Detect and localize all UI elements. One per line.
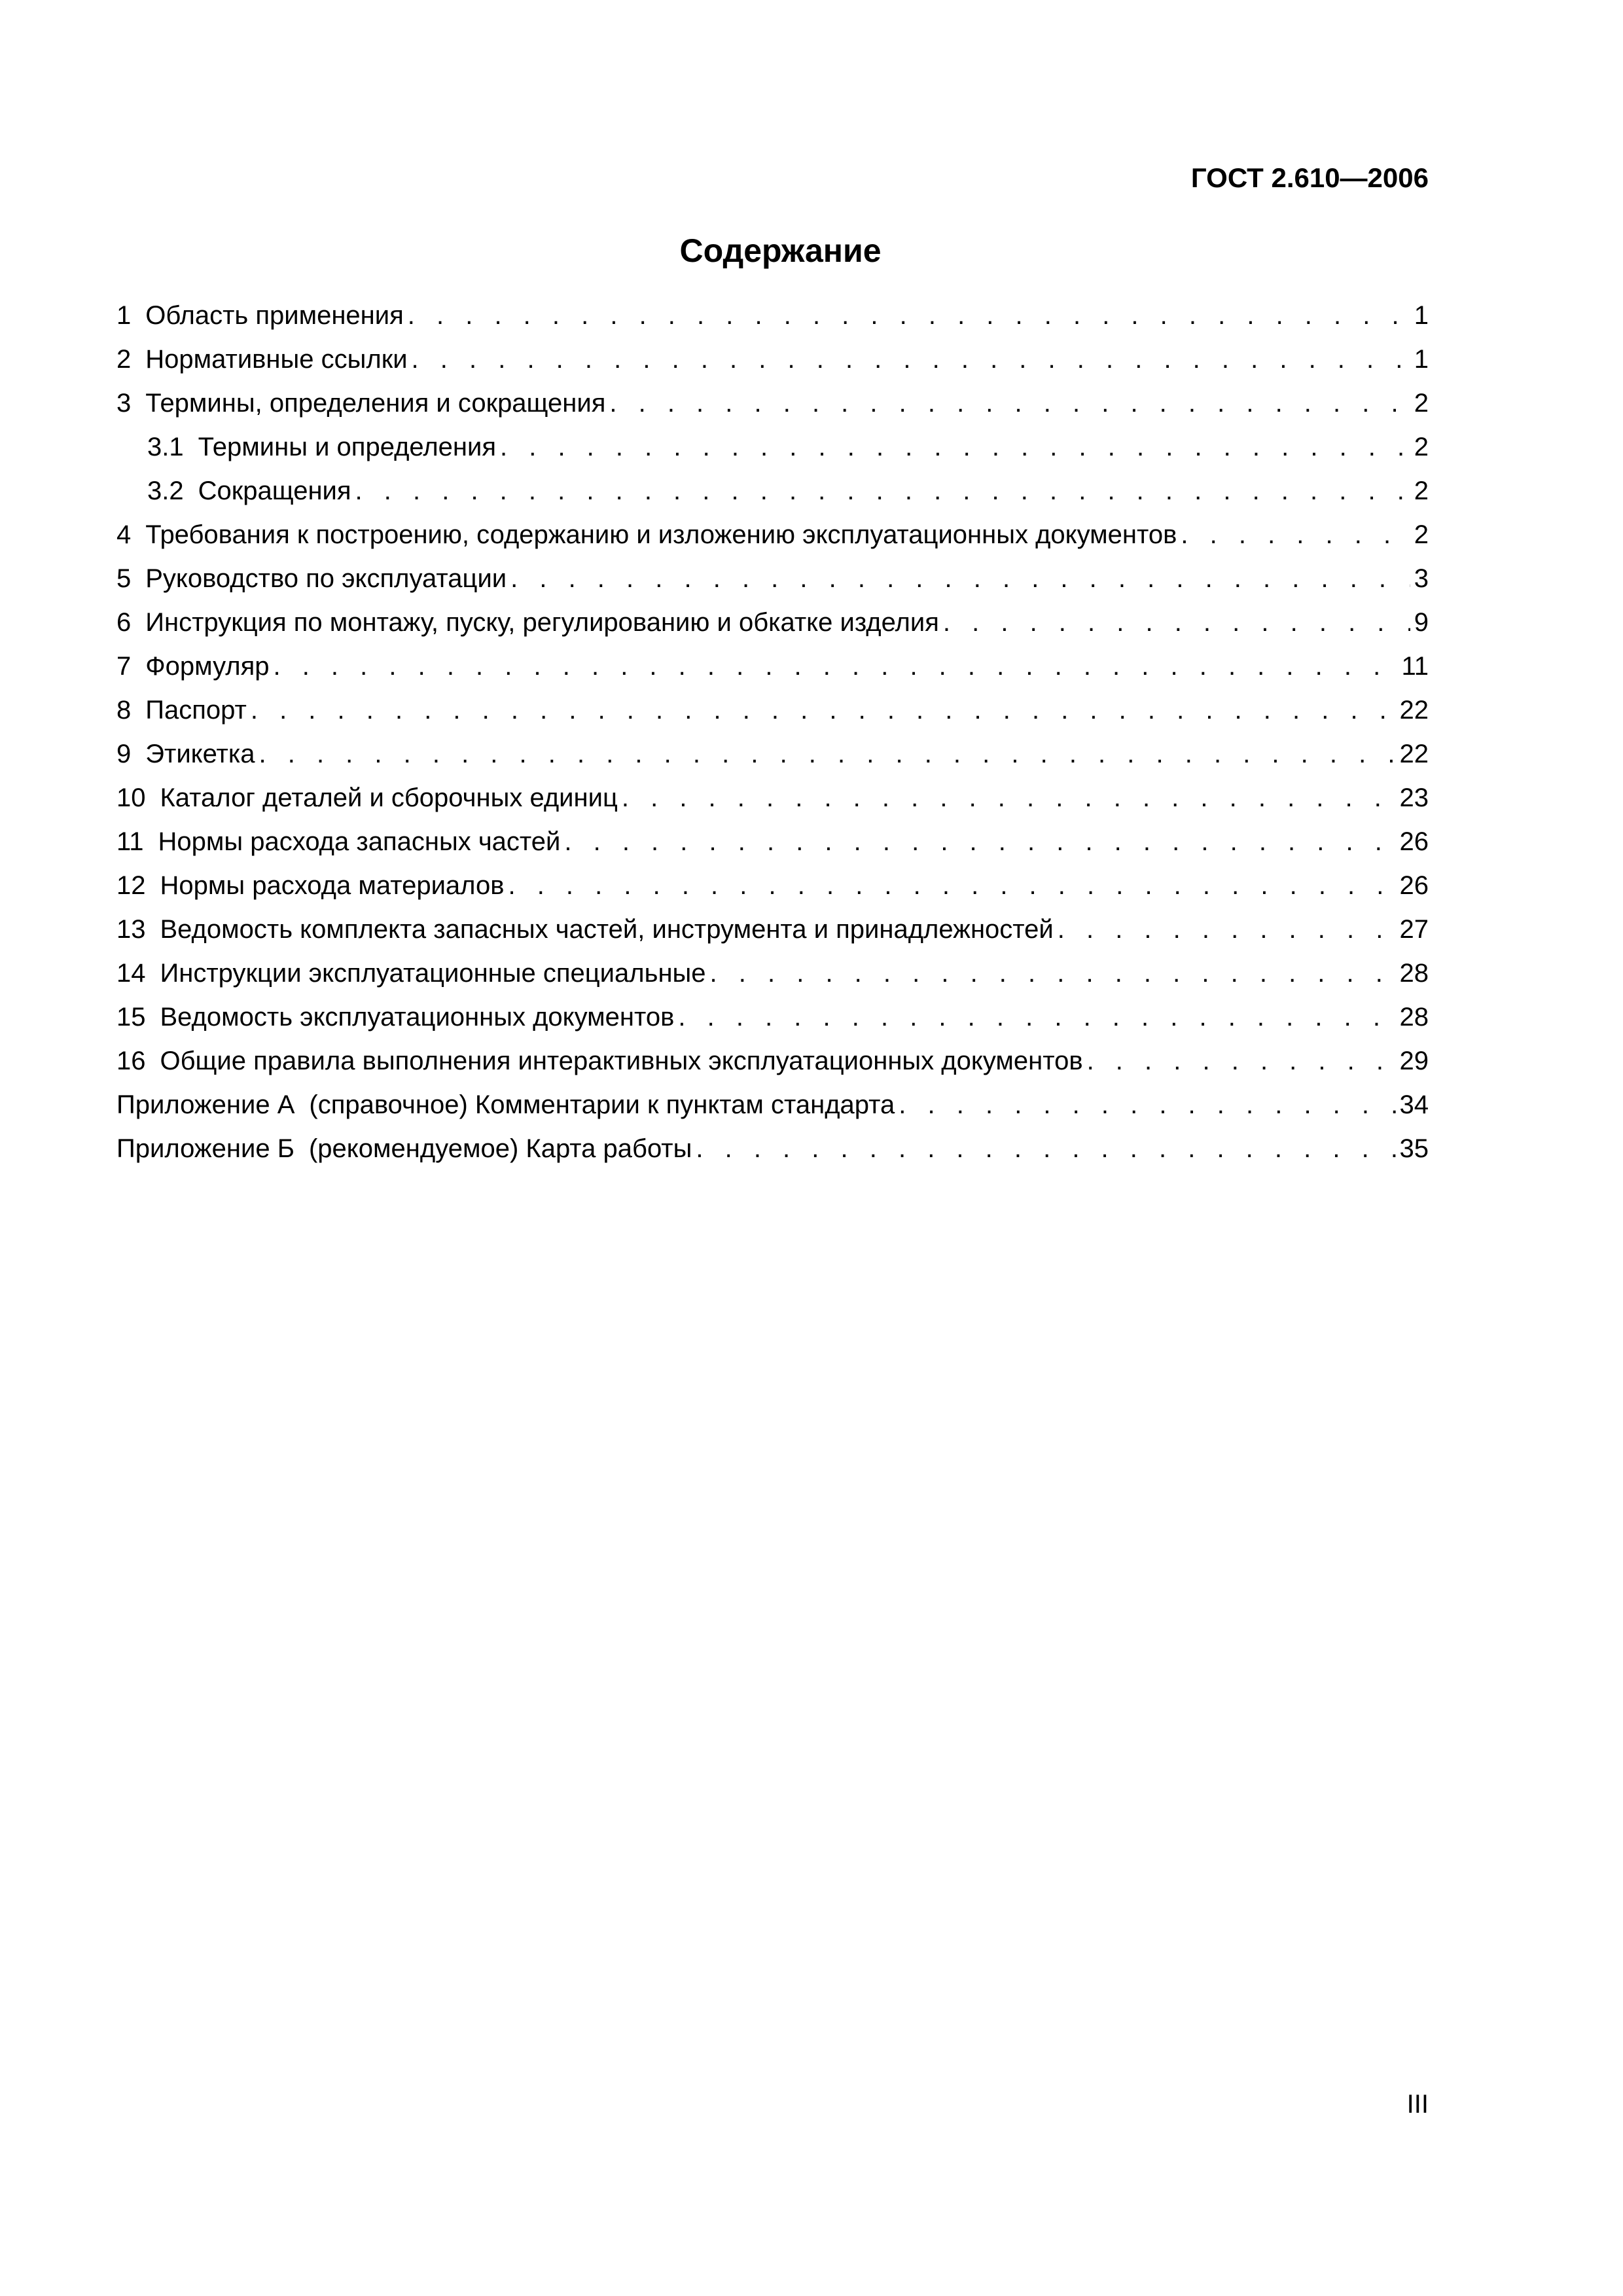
toc-entry[interactable] xyxy=(116,736,1429,780)
toc-dot-leader xyxy=(500,429,1410,465)
toc-entry-page: 26 xyxy=(1399,827,1429,856)
toc-entry-number: 3 xyxy=(116,389,132,418)
toc-entry-page: 3 xyxy=(1414,564,1429,593)
toc-entry-title: Инструкция по монтажу, пуску, регулированию и обкатке изделия xyxy=(145,608,939,637)
toc-entry-title: Ведомость эксплуатационных документов xyxy=(160,1003,675,1031)
toc-entry[interactable] xyxy=(116,473,1429,517)
toc-entry-page: 1 xyxy=(1414,345,1429,374)
toc-entry-page: 2 xyxy=(1414,389,1429,418)
toc-entry-page: 29 xyxy=(1399,1047,1429,1075)
toc-dot-leader xyxy=(355,473,1410,509)
toc-entry[interactable] xyxy=(116,1131,1429,1175)
toc-entry-title: Нормы расхода материалов xyxy=(160,871,505,900)
toc-entry-title: Нормы расхода запасных частей xyxy=(158,827,561,856)
toc-entry-title: Требования к построению, содержанию и изложению эксплуатационных документов xyxy=(145,520,1177,549)
toc-entry-title: Каталог деталей и сборочных единиц xyxy=(160,783,618,812)
toc-dot-leader xyxy=(408,298,1410,333)
toc-dot-leader xyxy=(510,561,1410,596)
toc-entry-title: (справочное) Комментарии к пунктам стандарта xyxy=(309,1090,895,1119)
toc-dot-leader xyxy=(678,999,1395,1035)
toc-dot-leader xyxy=(899,1087,1395,1122)
toc-entry-title: Сокращения xyxy=(198,476,351,505)
toc-dot-leader xyxy=(273,649,1397,684)
document-code: ГОСТ 2.610—2006 xyxy=(1190,162,1429,193)
toc-entry-page: 2 xyxy=(1414,520,1429,549)
toc-entry-title: Этикетка xyxy=(145,740,255,768)
toc-entry-page: 26 xyxy=(1399,871,1429,900)
toc-entry-title: Формуляр xyxy=(145,652,270,681)
toc-entry-page: 28 xyxy=(1399,959,1429,988)
toc-entry-title: Общие правила выполнения интерактивных эксплуатационных документов xyxy=(160,1047,1083,1075)
toc-entry-number: 10 xyxy=(116,783,146,812)
toc-entry[interactable] xyxy=(116,1087,1429,1131)
toc-entry[interactable] xyxy=(116,649,1429,692)
toc-entry-page: 23 xyxy=(1399,783,1429,812)
toc-dot-leader xyxy=(1058,912,1396,947)
toc-entry-number: 1 xyxy=(116,301,132,330)
toc-entry-title: (рекомендуемое) Карта работы xyxy=(308,1134,692,1163)
toc-entry-page: 27 xyxy=(1399,915,1429,944)
toc-entry-title: Ведомость комплекта запасных частей, инструмента и принадлежностей xyxy=(160,915,1054,944)
toc-entry-number: 8 xyxy=(116,696,132,725)
toc-entry-number: 12 xyxy=(116,871,146,900)
toc-entry-page: 1 xyxy=(1414,301,1429,330)
toc-entry-number: Приложение Б xyxy=(116,1134,294,1163)
toc-dot-leader xyxy=(710,956,1396,991)
toc-entry[interactable] xyxy=(116,386,1429,429)
toc-dot-leader xyxy=(251,692,1396,728)
toc-entry-number: 2 xyxy=(116,345,132,374)
toc-entry-title: Руководство по эксплуатации xyxy=(145,564,507,593)
toc-entry[interactable] xyxy=(116,561,1429,605)
toc-entry-title: Паспорт xyxy=(145,696,247,725)
toc-dot-leader xyxy=(412,342,1410,377)
toc-entry[interactable] xyxy=(116,912,1429,956)
toc-dot-leader xyxy=(609,386,1410,421)
toc-entry[interactable] xyxy=(116,999,1429,1043)
toc-entry[interactable] xyxy=(116,692,1429,736)
toc-entry-number: 3.2 xyxy=(147,476,184,505)
toc-entry-number: Приложение А xyxy=(116,1090,295,1119)
toc-entry-title: Нормативные ссылки xyxy=(145,345,408,374)
toc-entry-title: Термины и определения xyxy=(198,433,496,461)
toc-entry-number: 6 xyxy=(116,608,132,637)
toc-dot-leader xyxy=(564,824,1395,859)
toc-entry-page: 2 xyxy=(1414,433,1429,461)
toc-entry-number: 9 xyxy=(116,740,132,768)
toc-entry-number: 14 xyxy=(116,959,146,988)
toc-entry[interactable] xyxy=(116,868,1429,912)
toc-entry-page: 34 xyxy=(1399,1090,1429,1119)
page-number: III xyxy=(1406,2090,1429,2119)
toc-entry-number: 7 xyxy=(116,652,132,681)
toc-entry-page: 11 xyxy=(1401,652,1429,681)
toc-entry-page: 2 xyxy=(1414,476,1429,505)
toc-entry-number: 13 xyxy=(116,915,146,944)
toc-dot-leader xyxy=(622,780,1396,816)
toc-entry[interactable] xyxy=(116,429,1429,473)
toc-entry-number: 15 xyxy=(116,1003,146,1031)
toc-entry-title: Термины, определения и сокращения xyxy=(145,389,606,418)
toc-entry-number: 11 xyxy=(116,827,144,856)
toc-entry[interactable] xyxy=(116,824,1429,868)
table-of-contents xyxy=(116,298,1429,1175)
toc-dot-leader xyxy=(696,1131,1395,1166)
toc-entry-page: 28 xyxy=(1399,1003,1429,1031)
toc-entry[interactable] xyxy=(116,517,1429,561)
toc-dot-leader xyxy=(1181,517,1410,552)
toc-dot-leader xyxy=(943,605,1410,640)
toc-entry[interactable] xyxy=(116,605,1429,649)
toc-entry-number: 4 xyxy=(116,520,132,549)
toc-entry-page: 35 xyxy=(1399,1134,1429,1163)
toc-entry-page: 22 xyxy=(1399,696,1429,725)
toc-entry-page: 22 xyxy=(1399,740,1429,768)
toc-entry[interactable] xyxy=(116,780,1429,824)
toc-entry[interactable] xyxy=(116,342,1429,386)
toc-entry-number: 5 xyxy=(116,564,132,593)
toc-dot-leader xyxy=(508,868,1395,903)
toc-entry-number: 3.1 xyxy=(147,433,184,461)
toc-dot-leader xyxy=(259,736,1395,772)
toc-entry[interactable] xyxy=(116,298,1429,342)
toc-entry-number: 16 xyxy=(116,1047,146,1075)
toc-entry-page: 9 xyxy=(1414,608,1429,637)
toc-dot-leader xyxy=(1087,1043,1396,1079)
toc-entry-title: Инструкции эксплуатационные специальные xyxy=(160,959,706,988)
contents-title: Содержание xyxy=(679,232,882,269)
toc-entry[interactable] xyxy=(116,956,1429,999)
toc-entry-title: Область применения xyxy=(145,301,404,330)
toc-entry[interactable] xyxy=(116,1043,1429,1087)
